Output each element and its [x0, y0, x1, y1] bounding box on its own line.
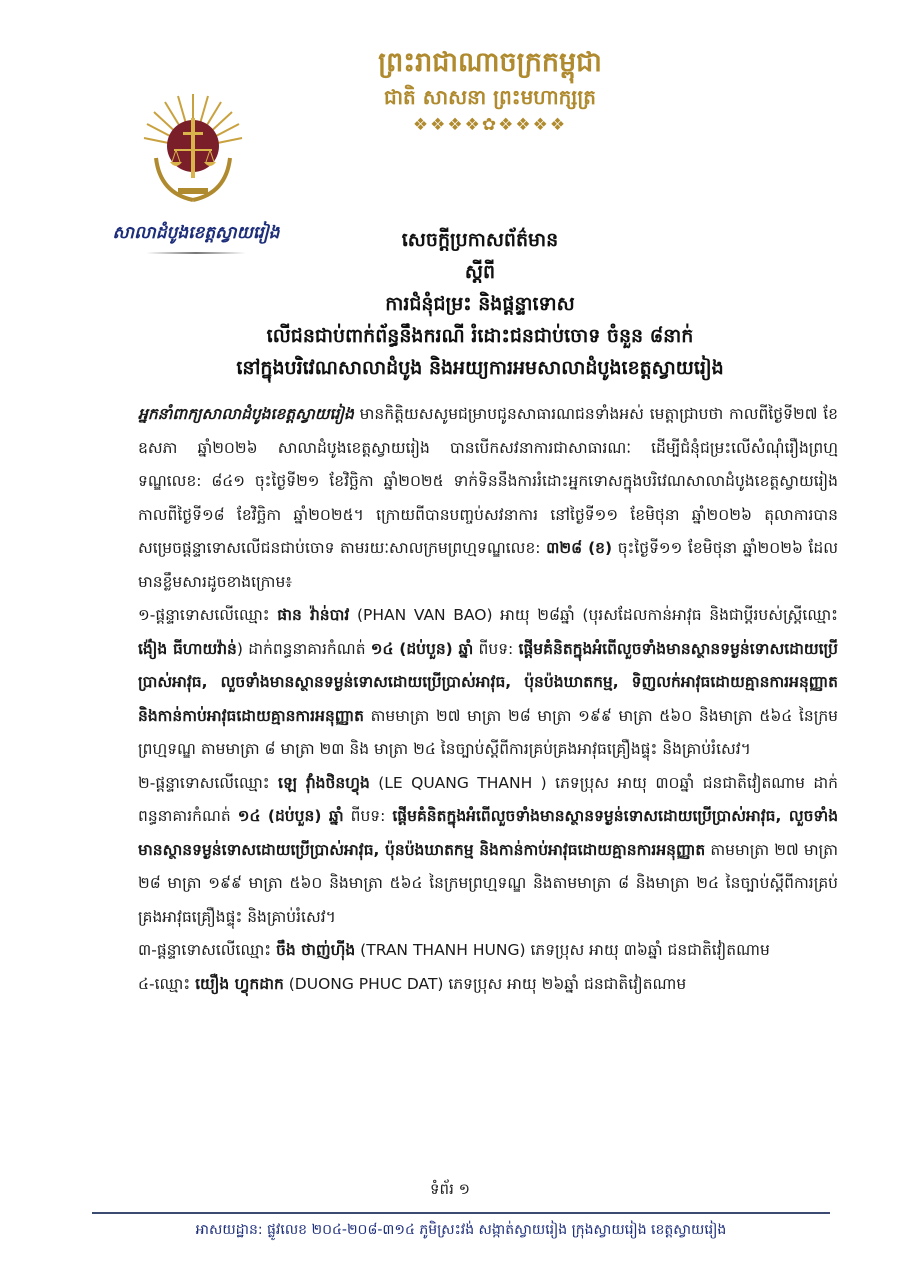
defendant-name: ផាន វ៉ាន់បាវ: [277, 606, 350, 624]
title-press-release: សេចក្តីប្រកាសព័ត៌មាន: [401, 229, 559, 251]
page-number: ទំព័រ ១: [430, 1180, 470, 1198]
sentence-term: ១៤ (ដប់បួន) ឆ្នាំ: [237, 807, 344, 825]
sentence-prefix: ) ដាក់ពន្ធនាគារកំណត់: [236, 639, 371, 658]
announcement-body: [138, 398, 838, 1001]
defendant-name: ឡេ វ៉ាំងថិនហ្វុង: [278, 773, 370, 792]
charge-prefix: ពីបទ:: [343, 807, 393, 825]
related-person-name: ង៉ៀង ធីហាយវ៉ាន់: [138, 639, 237, 658]
title-trial: ការជំនុំជម្រះ និងផ្តន្ទាទោស: [385, 293, 575, 315]
legal-basis: តាមមាត្រា ២៧ មាត្រា ២៨ មាត្រា ១៩៩ មាត្រា ៥៦០ និងមាត្រា ៥៦៤ នៃក្រមព្រហ្មទណ្ឌ និងតាមមាត្រា ៨ និងមាត្រា ២៤ នៃច្បាប់ស្តីពីការគ្រប់គ្រងអាវុធគ្រឿងផ្ទុះ និងគ្រាប់រំសេវ។: [138, 840, 839, 926]
legal-basis: តាមមាត្រា ២៧ មាត្រា ២៨ មាត្រា ១៩៩ មាត្រា ៥៦០ និងមាត្រា ៥៦៤ នៃក្រមព្រហ្មទណ្ឌ តាមមាត្រា ៨ មាត្រា ២៣ និង មាត្រា ២៤ នៃច្បាប់ស្តីពីការគ្រប់គ្រងអាវុធគ្រឿងផ្ទុះ និងគ្រាប់រំសេវ។: [138, 706, 838, 758]
title-subject: លើជនជាប់ពាក់ព័ន្ធនឹងករណី រំដោះជនជាប់ចោទ ចំនួន ៨នាក់: [266, 325, 694, 347]
defendant-details: (PHAN VAN BAO) អាយុ ២៨ឆ្នាំ (បុរសដែលកាន់អាវុធ និងជាប្តីរបស់ស្ត្រីឈ្មោះ: [349, 606, 838, 624]
item-label: ៤-ឈ្មោះ: [138, 974, 196, 993]
title-regarding: ស្តីពី: [464, 261, 496, 283]
verdict-item-3: [138, 934, 838, 968]
announcement-titles: [150, 224, 810, 384]
national-motto: ជាតិ សាសនា ព្រះមហាក្សត្រ: [384, 85, 596, 109]
kingdom-header: [300, 44, 680, 138]
footer-divider: [92, 1212, 830, 1214]
judgment-number: ៣២៨ (ខ): [546, 539, 613, 557]
verdict-item-1: [138, 599, 838, 767]
defendant-name: យឿង ហ្វុកដាក: [195, 974, 284, 993]
court-emblem-icon: [138, 88, 248, 208]
sentence-term: ១៤ (ដប់បួន) ឆ្នាំ: [370, 639, 474, 658]
intro-paragraph: [138, 398, 838, 599]
intro-text-2: ចុះថ្ងៃទី១១ ខែមិថុនា ឆ្នាំ២០២៦ ដែលមានខ្លឹមសារដូចខាងក្រោម៖: [138, 539, 839, 591]
intro-text-1: មានកិត្តិយសសូមជម្រាបជូនសាធារណជនទាំងអស់ មេត្តាជ្រាបថា កាលពីថ្ងៃទី២៧ ខែឧសភា ឆ្នាំ២០២៦ សាលាដំបូងខេត្តស្វាយរៀង បានបើកសវនាការជាសាធារណៈ ដើម្បីជំនុំជម្រះលើសំណុំរឿងព្រហ្មទណ្ឌលេខ: ៨៤១ ចុះថ្ងៃទី២១ ខែវិច្ឆិកា ឆ្នាំ២០២៥ ទាក់ទិននឹងការរំដោះអ្នកទោសក្នុងបរិវេណសាលាដំបូងខេត្តស្វាយរៀង កាលពីថ្ងៃទី១៨ ខែវិច្ឆិកា ឆ្នាំ២០២៥។ ក្រោយពីបានបញ្ចប់សវនាការ នៅថ្ងៃទី១១ ខែមិថុនា ឆ្នាំ២០២៦ តុលាការបានសម្រេចផ្តន្ទាទោសលើជនជាប់ចោទ តាមរយៈសាលក្រមព្រហ្មទណ្ឌលេខ:: [138, 405, 838, 557]
item-label: ១-ផ្តន្ទាទោសលើឈ្មោះ: [138, 606, 278, 624]
verdict-item-2: [138, 767, 838, 935]
charges: ផ្តើមគំនិតក្នុងអំពើលួចទាំងមានស្ថានទម្ងន់ទោសដោយប្រើប្រាស់អាវុធ, លួចទាំងមានស្ថានទម្ងន់ទោសដោយប្រើប្រាស់អាវុធ, ប៉ុនប៉ងឃាតកម្ម, ទិញលក់អាវុធដោយគ្មានការអនុញ្ញាត និងកាន់កាប់អាវុធដោយគ្មានការអនុញ្ញាត: [138, 639, 839, 725]
defendant-details: (DUONG PHUC DAT) ភេទប្រុស អាយុ ២៦ឆ្នាំ ជនជាតិវៀតណាម: [283, 974, 687, 993]
title-location: នៅក្នុងបរិវេណសាលាដំបូង និងអយ្យការអមសាលាដំបូងខេត្តស្វាយរៀង: [236, 357, 724, 379]
defendant-details: (LE QUANG THANH ) ភេទប្រុស អាយុ ៣០ឆ្នាំ ជនជាតិវៀតណាម ដាក់ពន្ធនាគារកំណត់: [138, 773, 838, 825]
charges: ផ្តើមគំនិតក្នុងអំពើលួចទាំងមានស្ថានទម្ងន់ទោសដោយប្រើប្រាស់អាវុធ, លួចទាំងមានស្ថានទម្ងន់ទោសដោយប្រើប្រាស់អាវុធ, ប៉ុនប៉ងឃាតកម្ម និងកាន់កាប់អាវុធដោយគ្មានការអនុញ្ញាត: [138, 807, 839, 859]
item-label: ២-ផ្តន្ទាទោសលើឈ្មោះ: [138, 773, 279, 792]
charge-prefix: ពីបទ:: [473, 639, 519, 658]
kingdom-title: ព្រះរាជាណាចក្រកម្ពុជា: [378, 47, 602, 78]
defendant-name: ចឹង ថាញ់ហ៊ីង: [276, 941, 356, 959]
header-ornament: ❖❖❖❖✿❖❖❖❖: [412, 115, 568, 135]
defendant-details: (TRAN THANH HUNG) ភេទប្រុស អាយុ ៣៦ឆ្នាំ ជនជាតិវៀតណាម: [355, 941, 770, 959]
footer-address: អាសយដ្ឋាន: ផ្លូវលេខ ២០៤-២០៨-៣១៤ ភូមិស្រះវង់ សង្កាត់ស្វាយរៀង ក្រុងស្វាយរៀង ខេត្តស្វាយរៀង: [195, 1222, 727, 1238]
court-name: សាលាដំបូងខេត្តស្វាយរៀង: [112, 223, 280, 243]
spokesperson-lead: អ្នកនាំពាក្យសាលាដំបូងខេត្តស្វាយរៀង: [138, 405, 354, 423]
verdict-item-4: [138, 968, 838, 1002]
item-label: ៣-ផ្តន្ទាទោសលើឈ្មោះ: [138, 941, 277, 959]
